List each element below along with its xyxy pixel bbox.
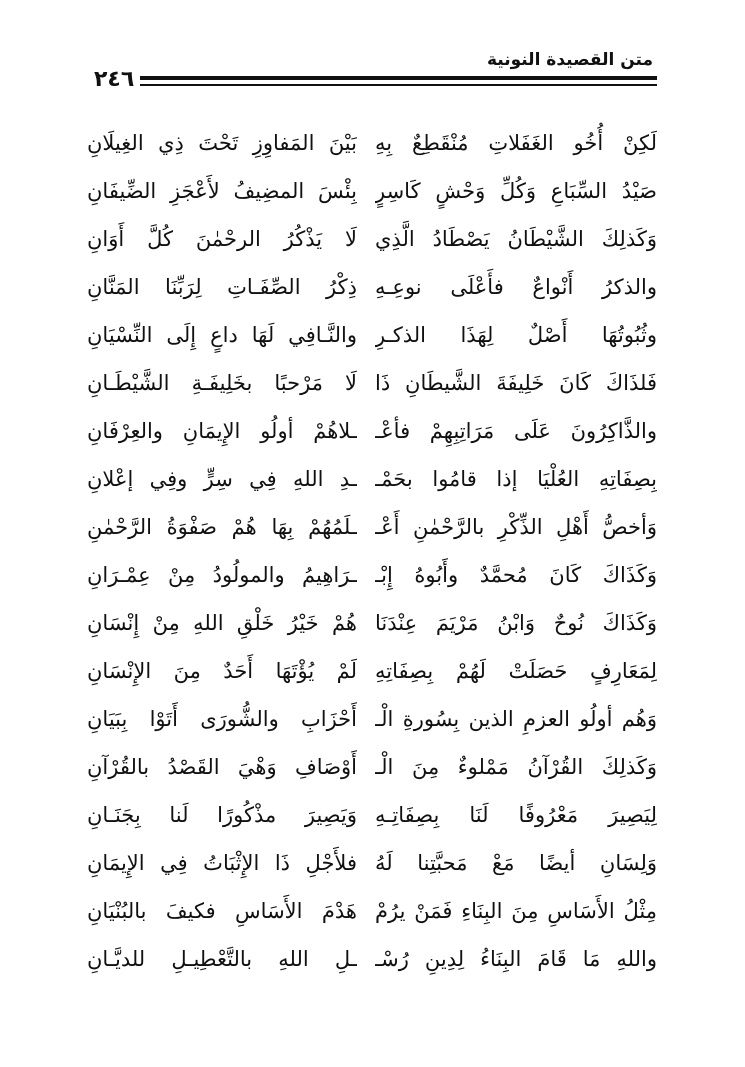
verse-line [87, 409, 657, 453]
verse-line [87, 793, 657, 837]
first-hemistich: والذَّاكِرُونَ عَلَى مَرَاتِبِهِمْ فأعْـ [375, 419, 657, 443]
header-rule-thin [95, 84, 657, 86]
first-hemistich: وَكَذَاكَ نُوحٌ وَابْنُ مَرْيَمَ عِنْدَنَا [375, 611, 657, 635]
verse-line [87, 601, 657, 645]
second-hemistich: ذِكْرُ الصِّفَـاتِ لِرَبِّنَا المَنَّانِ [87, 275, 357, 299]
second-hemistich: أَوْصَافِ وَهْيَ القَصْدُ بالقُرْآنِ [87, 755, 357, 779]
first-hemistich: وَكَذلِكَ الشَّيْطَانُ يَصْطَادُ الَّذِي [375, 227, 657, 251]
verse-line [87, 553, 657, 597]
second-hemistich: هَدْمَ الأَسَاسِ فكيفَ بالبُنْيَانِ [87, 899, 357, 923]
second-hemistich: لَمْ يُؤْتَهَا أَحَدٌ مِنَ الإِنْسَانِ [87, 659, 357, 683]
verse-line [87, 505, 657, 549]
second-hemistich: هُمْ خَيْرُ خَلْقِ اللهِ مِنْ إِنْسَانِ [87, 611, 357, 635]
second-hemistich: لَا مَرْحبًا بخَلِيفَـةِ الشَّيْطَـانِ [87, 371, 357, 395]
first-hemistich: وَهُم أولُو العزمِ الذين بِسُورةِ الْـ [375, 707, 657, 731]
page-number: ٢٤٦ [88, 67, 140, 93]
second-hemistich: ـرَاهِيمُ والمولُودُ مِنْ عِمْـرَانِ [87, 563, 357, 587]
second-hemistich: ـلاهُمْ أولُو الإِيمَانِ والعِرْفَانِ [87, 419, 357, 443]
second-hemistich: والنَّـافِي لَهَا داعٍ إِلَى النِّسْيَانِ [87, 323, 357, 347]
verse-line [87, 169, 657, 213]
first-hemistich: فَلذَاكَ كَانَ خَلِيفَةَ الشَّيطَانِ ذَا [375, 371, 657, 395]
verse-line [87, 217, 657, 261]
second-hemistich: فلأَجْلِ ذَا الإِثْبَاتُ فِي الإِيمَانِ [87, 851, 357, 875]
verse-line [87, 889, 657, 933]
second-hemistich: بِئْسَ المضِيفُ لأَعْجَزِ الضِّيفَانِ [87, 179, 357, 203]
first-hemistich: وَأخصُّ أَهْلِ الذِّكْرِ بالرَّحْمٰنِ أَعْـ [375, 515, 657, 539]
first-hemistich: وَلِسَانِ أيضًا مَعْ مَحبَّتِنا لَهُ [375, 851, 657, 875]
second-hemistich: أَحْزَابِ والشُّورَى أَتَوْا بِبَيَانِ [87, 707, 357, 731]
second-hemistich: ـلَمُهُمْ بِهَا هُمْ صَفْوَةُ الرَّحْمٰنِ [87, 515, 357, 539]
verse-line [87, 697, 657, 741]
first-hemistich: وثُبُوتُهَا أَصْلٌ لِهَذَا الذكـرِ [375, 323, 657, 347]
first-hemistich: والذكرُ أَنْواعٌ فأَعْلَى نوعِـهِ [375, 275, 657, 299]
verse-line [87, 745, 657, 789]
first-hemistich: مِثْلُ الأَسَاسِ مِنَ البِنَاءِ فَمَنْ يرُمْ [375, 899, 657, 923]
verse-line [87, 841, 657, 885]
second-hemistich: لَا يَذْكُرُ الرحْمٰنَ كُلَّ أَوَانِ [87, 227, 357, 251]
verse-line [87, 313, 657, 357]
verse-line [87, 265, 657, 309]
first-hemistich: لِمَعَارِفٍ حَصَلَتْ لَهُمْ بِصِفَاتِهِ [375, 659, 657, 683]
header-rule-thick [95, 76, 657, 80]
second-hemistich: ـلِ اللهِ بالتَّعْطِيـلِ للديَّـانِ [87, 947, 357, 971]
verse-line [87, 121, 657, 165]
second-hemistich: وَيَصِيرَ مذْكُورًا لَنا بِجَنَـانِ [87, 803, 357, 827]
first-hemistich: وَكَذَاكَ كَانَ مُحمَّدٌ وأَبُوهُ إِبْـ [375, 563, 657, 587]
first-hemistich: وَكَذلِكَ القُرْآنُ مَمْلوءٌ مِنَ الْـ [375, 755, 657, 779]
verse-line [87, 649, 657, 693]
first-hemistich: بِصِفَاتِهِ العُلْيَا إذا قامُوا بحَمْـ [375, 467, 657, 491]
first-hemistich: صَيْدُ السِّبَاعِ وَكُلِّ وَحْشٍ كَاسِرٍ [375, 179, 657, 203]
first-hemistich: لِيَصِيرَ مَعْرُوفًا لَنَا بِصِفَاتِـهِ [375, 803, 657, 827]
first-hemistich: واللهِ مَا قَامَ البِنَاءُ لِدِينِ رُسْـ [375, 947, 657, 971]
second-hemistich: بَيْنَ المَفاوِزِ تَحْتَ ذِي الغِيلَانِ [87, 131, 357, 155]
verse-line [87, 457, 657, 501]
second-hemistich: ـدِ اللهِ فِي سِرٍّ وفِي إعْلانِ [87, 467, 357, 491]
first-hemistich: لَكِنْ أُخُو الغَفَلاتِ مُنْقَطِعٌ بِهِ [375, 131, 657, 155]
verse-line [87, 937, 657, 981]
poem-verses [87, 121, 657, 971]
verse-line [87, 361, 657, 405]
running-title: متن القصيدة النونية [486, 50, 653, 70]
